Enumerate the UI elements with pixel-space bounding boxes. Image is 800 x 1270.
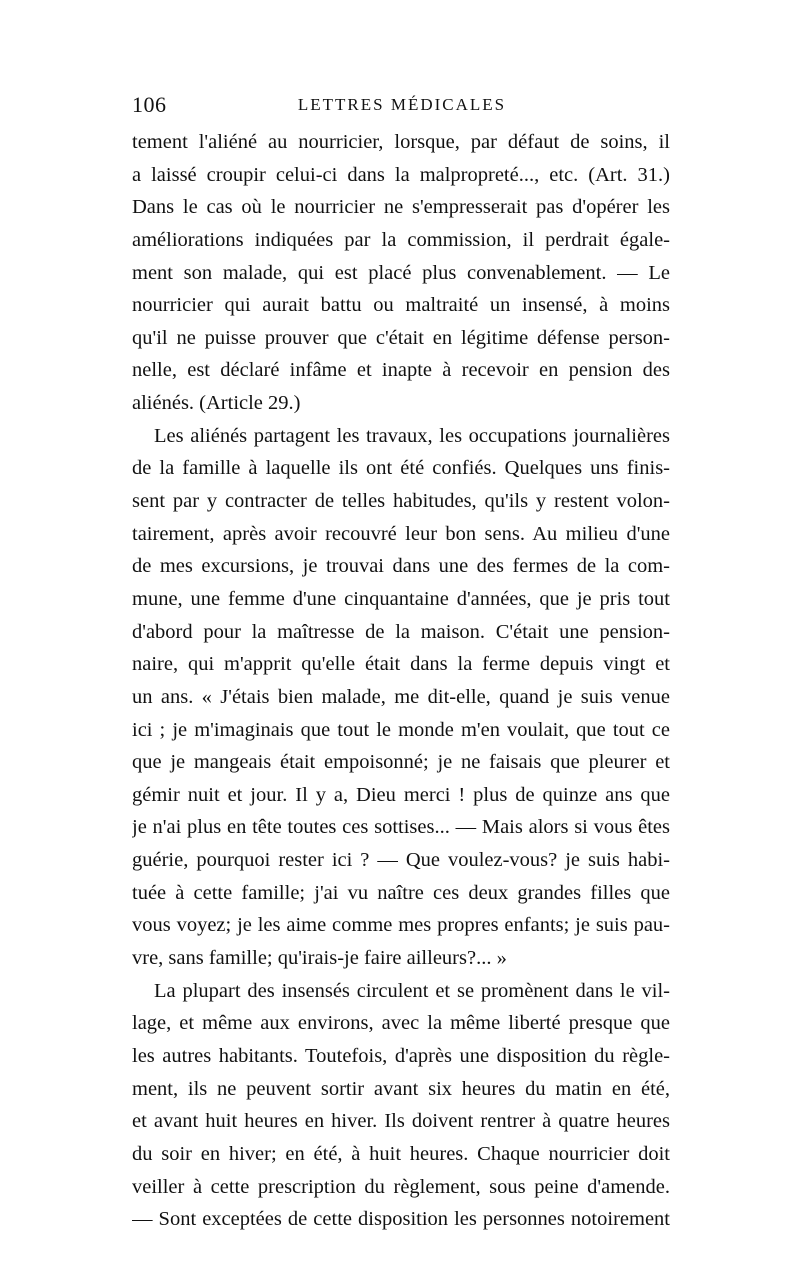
text-line: améliorations indiquées par la commission, il perdrait égale-: [132, 228, 670, 251]
text-line: vre, sans famille; qu'irais-je faire ailleurs?... »: [132, 947, 507, 970]
text-line: vous voyez; je les aime comme mes propres enfants; je suis pau-: [132, 914, 670, 937]
text-line: ici ; je m'imaginais que tout le monde m'en voulait, que tout ce: [132, 718, 670, 741]
text-line: veiller à cette prescription du règlement, sous peine d'amende.: [132, 1175, 670, 1198]
text-line: je n'ai plus en tête toutes ces sottises... — Mais alors si vous êtes: [132, 816, 670, 839]
text-line: lage, et même aux environs, avec la même liberté presque que: [132, 1012, 670, 1035]
text-line: tement l'aliéné au nourricier, lorsque, par défaut de soins, il: [132, 131, 670, 153]
text-line: La plupart des insensés circulent et se promènent dans le vil-: [154, 979, 670, 1002]
text-line: nourricier qui aurait battu ou maltraité un insensé, à moins: [132, 294, 670, 317]
text-line: et avant huit heures en hiver. Ils doivent rentrer à quatre heures: [132, 1110, 670, 1133]
text-line: les autres habitants. Toutefois, d'après une disposition du règle-: [132, 1044, 670, 1067]
text-line: que je mangeais était empoisonné; je ne faisais que pleurer et: [132, 751, 670, 774]
text-line: — Sont exceptées de cette disposition les personnes notoirement: [132, 1208, 670, 1231]
text-line: de la famille à laquelle ils ont été confiés. Quelques uns finis-: [132, 457, 670, 480]
running-head: LETTRES MÉDICALES: [297, 95, 507, 114]
text-line: tairement, après avoir recouvré leur bon sens. Au milieu d'une: [132, 522, 670, 545]
text-line: Dans le cas où le nourricier ne s'empresserait pas d'opérer les: [132, 196, 670, 219]
text-line: naire, qui m'apprit qu'elle était dans la ferme depuis vingt et: [132, 653, 670, 676]
text-line: guérie, pourquoi rester ici ? — Que voulez-vous? je suis habi-: [132, 849, 670, 872]
text-line: tuée à cette famille; j'ai vu naître ces deux grandes filles que: [132, 881, 670, 904]
body-text: [132, 126, 670, 1236]
text-line: d'abord pour la maîtresse de la maison. C'était une pension-: [132, 620, 670, 643]
text-line: gémir nuit et jour. Il y a, Dieu merci ! plus de quinze ans que: [132, 783, 670, 806]
page-header: [132, 92, 672, 122]
page-number: 106: [132, 92, 167, 117]
text-line: ment son malade, qui est placé plus convenablement. — Le: [132, 261, 670, 284]
text-line: aliénés. (Article 29.): [132, 392, 301, 415]
text-line: de mes excursions, je trouvai dans une des fermes de la com-: [132, 555, 670, 578]
text-line: un ans. « J'étais bien malade, me dit-elle, quand je suis venue: [132, 685, 670, 708]
text-line: mune, une femme d'une cinquantaine d'années, que je pris tout: [132, 587, 670, 610]
text-line: du soir en hiver; en été, à huit heures. Chaque nourricier doit: [132, 1142, 670, 1165]
text-line: Les aliénés partagent les travaux, les occupations journalières: [154, 424, 670, 447]
text-line: ment, ils ne peuvent sortir avant six heures du matin en été,: [132, 1077, 670, 1100]
text-line: a laissé croupir celui-ci dans la malpropreté..., etc. (Art. 31.): [132, 163, 670, 186]
text-line: sent par y contracter de telles habitudes, qu'ils y restent volon-: [132, 490, 670, 513]
text-line: qu'il ne puisse prouver que c'était en légitime défense person-: [132, 326, 670, 349]
text-line: nelle, est déclaré infâme et inapte à recevoir en pension des: [132, 359, 670, 382]
